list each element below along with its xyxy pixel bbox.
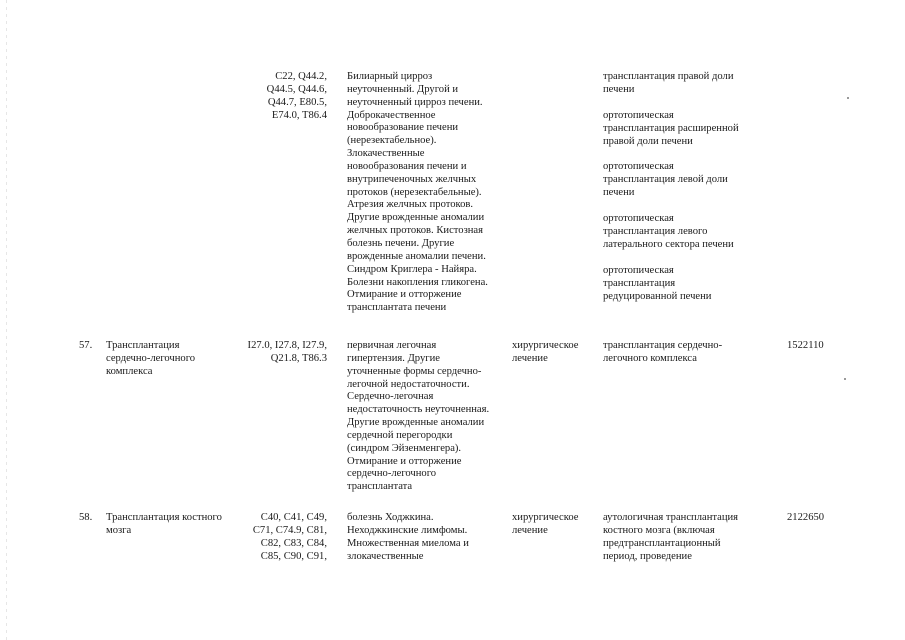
row-codes: [240, 512, 327, 563]
row-treatment: [512, 340, 578, 366]
diagnosis-line: первичная легочная: [347, 340, 437, 351]
row-method: [603, 512, 738, 563]
diagnosis-line: Отмирание и отторжение: [347, 289, 462, 301]
diagnosis-line: протоков (нерезектабельные).: [347, 186, 482, 198]
method-line: трансплантация левого: [603, 225, 708, 237]
diagnosis-line: Билиарный цирроз: [347, 71, 433, 82]
method-line: ортотопическая: [603, 110, 674, 121]
treatment-line: хирургическое: [512, 512, 579, 523]
treatment-line: лечение: [512, 524, 548, 536]
diagnosis-line: (синдром Эйзенменгера).: [347, 442, 462, 454]
code-line: Q44.7, E80.5,: [267, 96, 327, 108]
diagnosis-line: (нерезектабельное).: [347, 135, 437, 147]
diagnosis-line: легочной недостаточности.: [347, 378, 470, 390]
diagnosis-line: злокачественные: [347, 550, 424, 562]
row-method: [603, 265, 711, 304]
diagnosis-line: Другие врожденные аномалии: [347, 417, 485, 429]
code-line: C22, Q44.2,: [275, 71, 327, 82]
diagnosis-line: недостаточность неуточненная.: [347, 404, 490, 416]
treatment-line: хирургическое: [512, 340, 579, 351]
diagnosis-line: неуточненный. Другой и: [347, 83, 459, 95]
name-line: Трансплантация: [106, 340, 180, 351]
diagnosis-line: болезнь печени. Другие: [347, 237, 455, 249]
row-diagnoses: [347, 340, 489, 494]
row-method: [603, 340, 722, 366]
diagnosis-line: сердечной перегородки: [347, 429, 453, 441]
method-line: предтрансплантационный: [603, 537, 721, 549]
diagnosis-line: Синдром Криглера - Найяра.: [347, 263, 477, 275]
code-line: C82, C83, C84,: [260, 537, 327, 549]
diagnosis-line: Болезни накопления гликогена.: [347, 276, 488, 288]
method-line: редуцированной печени: [603, 290, 712, 302]
diagnosis-line: Атрезия желчных протоков.: [347, 199, 474, 211]
diagnosis-line: Отмирание и отторжение: [347, 455, 462, 467]
row-cost: 2122650: [787, 512, 825, 523]
diagnosis-line: внутрипеченочных желчных: [347, 173, 477, 185]
method-line: ортотопическая: [603, 161, 674, 172]
method-line: трансплантация расширенной: [603, 122, 739, 134]
name-line: Трансплантация костного: [106, 512, 222, 523]
method-line: печени: [603, 83, 635, 95]
row-codes: [245, 71, 327, 122]
diagnosis-line: болезнь Ходжкина.: [347, 512, 434, 523]
diagnosis-line: желчных протоков. Кистозная: [347, 225, 483, 237]
row-method: [603, 213, 734, 252]
name-line: комплекса: [106, 365, 153, 377]
code-line: C85, C90, C91,: [260, 550, 327, 562]
method-line: печени: [603, 186, 635, 198]
code-line: E74.0, T86.4: [271, 109, 327, 121]
row-diagnoses: [347, 71, 488, 315]
row-name: [106, 340, 195, 379]
diagnosis-line: трансплантата печени: [347, 302, 447, 314]
row-number: 57.: [79, 340, 93, 351]
method-line: латерального сектора печени: [603, 238, 734, 250]
diagnosis-line: Сердечно-легочная: [347, 391, 434, 403]
method-line: костного мозга (включая: [603, 524, 715, 536]
code-line: Q44.5, Q44.6,: [266, 83, 327, 95]
method-line: трансплантация: [603, 277, 676, 289]
diagnosis-line: Злокачественные: [347, 148, 425, 160]
method-line: трансплантация сердечно-: [603, 340, 723, 351]
diagnosis-line: гипертензия. Другие: [347, 352, 440, 364]
row-codes: [235, 340, 327, 366]
code-line: C40, C41, C49,: [260, 512, 327, 523]
diagnosis-line: трансплантата: [347, 481, 413, 493]
name-line: сердечно-легочного: [106, 352, 196, 364]
row-method: [603, 71, 734, 97]
row-diagnoses: [347, 512, 469, 563]
treatment-line: лечение: [512, 352, 548, 364]
code-line: C71, C74.9, C81,: [252, 524, 327, 536]
code-line: Q21.8, T86.3: [270, 352, 327, 364]
method-line: трансплантация левой доли: [603, 173, 728, 185]
diagnosis-line: Доброкачественное: [347, 109, 436, 121]
method-line: ортотопическая: [603, 213, 674, 224]
row-method: [603, 110, 739, 149]
name-line: мозга: [106, 524, 132, 536]
method-line: ортотопическая: [603, 265, 674, 276]
diagnosis-line: уточненные формы сердечно-: [347, 365, 482, 377]
row-treatment: [512, 512, 578, 538]
code-line: I27.0, I27.8, I27.9,: [247, 340, 327, 351]
diagnosis-line: Множественная миелома и: [347, 537, 469, 549]
diagnosis-line: новообразование печени: [347, 122, 459, 134]
method-line: аутологичная трансплантация: [603, 512, 739, 523]
method-line: легочного комплекса: [603, 352, 697, 364]
row-number: 58.: [79, 512, 93, 523]
diagnosis-line: Другие врожденные аномалии: [347, 212, 485, 224]
row-name: [106, 512, 222, 538]
method-line: трансплантация правой доли: [603, 71, 734, 82]
diagnosis-line: сердечно-легочного: [347, 468, 437, 480]
row-cost: 1522110: [787, 340, 824, 351]
method-line: период, проведение: [603, 550, 692, 562]
row-method: [603, 161, 728, 200]
method-line: правой доли печени: [603, 135, 693, 147]
diagnosis-line: неуточненный цирроз печени.: [347, 96, 483, 108]
diagnosis-line: врожденные аномалии печени.: [347, 250, 486, 262]
diagnosis-line: новообразования печени и: [347, 160, 467, 172]
diagnosis-line: Неходжкинские лимфомы.: [347, 524, 468, 536]
